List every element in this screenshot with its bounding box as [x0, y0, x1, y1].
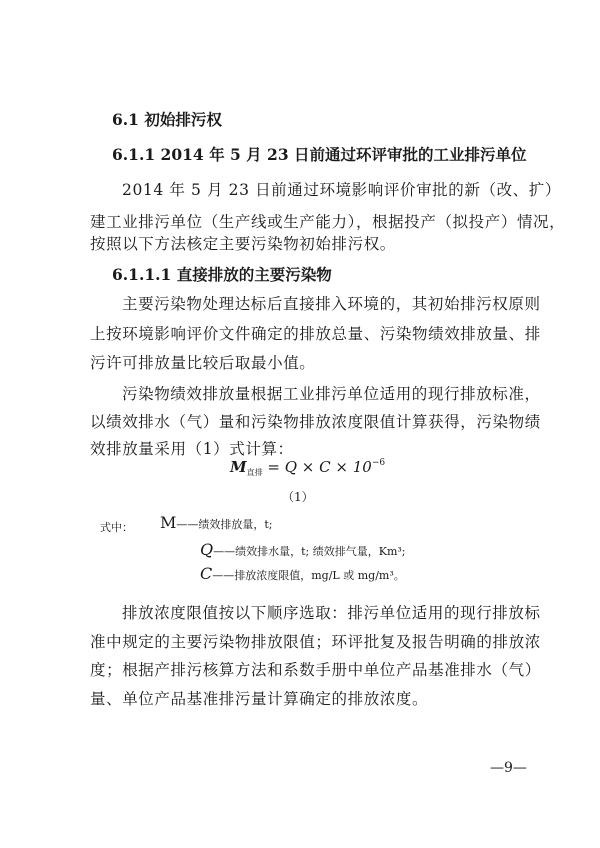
- definition-m-text: ——绩效排放量，t;: [176, 518, 273, 531]
- paragraph-4-line-1: 排放浓度限值按以下顺序选取：排污单位适用的现行排放标: [122, 604, 541, 622]
- definition-c: [200, 564, 405, 583]
- paragraph-2-line-3: 污许可排放量比较后取最小值。: [90, 354, 316, 372]
- definition-q-text: ——绩效排水量，t; 绩效排气量，Km³;: [213, 545, 406, 558]
- section-heading-6-1: 6.1 初始排污权: [112, 110, 222, 129]
- symbol-m: M: [160, 513, 177, 532]
- symbol-q: Q: [200, 540, 214, 559]
- formula-exponent: −6: [371, 458, 386, 468]
- paragraph-3-line-3: 效排放量采用（1）式计算：: [90, 440, 294, 458]
- paragraph-3-line-2: 以绩效排水（气）量和污染物排放浓度限值计算获得，污染物绩: [90, 413, 541, 431]
- page-number: —9—: [490, 760, 527, 776]
- paragraph-3-line-1: 污染物绩效排放量根据工业排污单位适用的现行排放标准，: [122, 385, 541, 403]
- formula-rhs: = Q × C × 10: [267, 458, 372, 476]
- paragraph-4-line-4: 量、单位产品基准排污量计算确定的排放浓度。: [90, 690, 429, 708]
- section-heading-6-1-1-1: 6.1.1.1 直接排放的主要污染物: [112, 265, 332, 284]
- paragraph-1-line-3: 按照以下方法核定主要污染物初始排污权。: [90, 235, 396, 253]
- paragraph-1-line-2: 建工业排污单位（生产线或生产能力），根据投产（拟投产）情况，: [90, 213, 566, 231]
- definition-m: [160, 513, 273, 532]
- symbol-c: C: [200, 564, 213, 583]
- paragraph-4-line-3: 度；根据产排污核算方法和系数手册中单位产品基准排水（气）: [90, 661, 541, 679]
- formula: [230, 458, 385, 476]
- section-heading-6-1-1: 6.1.1 2014 年 5 月 23 日前通过环评审批的工业排污单位: [112, 145, 527, 164]
- definitions-intro: 式中：: [100, 521, 133, 534]
- paragraph-2-line-1: 主要污染物处理达标后直接排入环境的，其初始排污权原则: [122, 295, 541, 313]
- formula-number: （1）: [282, 490, 314, 504]
- paragraph-1-line-1: 2014 年 5 月 23 日前通过环境影响评价审批的新（改、扩）: [122, 181, 561, 199]
- paragraph-4-line-2: 准中规定的主要污染物排放限值；环评批复及报告明确的排放浓: [90, 633, 541, 651]
- formula-lhs-subscript: 直排: [246, 468, 263, 477]
- formula-lhs: M: [230, 458, 247, 476]
- paragraph-2-line-2: 上按环境影响评价文件确定的排放总量、污染物绩效排放量、排: [90, 325, 541, 343]
- definition-q: [200, 540, 406, 559]
- definition-c-text: ——排放浓度限值，mg/L 或 mg/m³。: [212, 569, 405, 582]
